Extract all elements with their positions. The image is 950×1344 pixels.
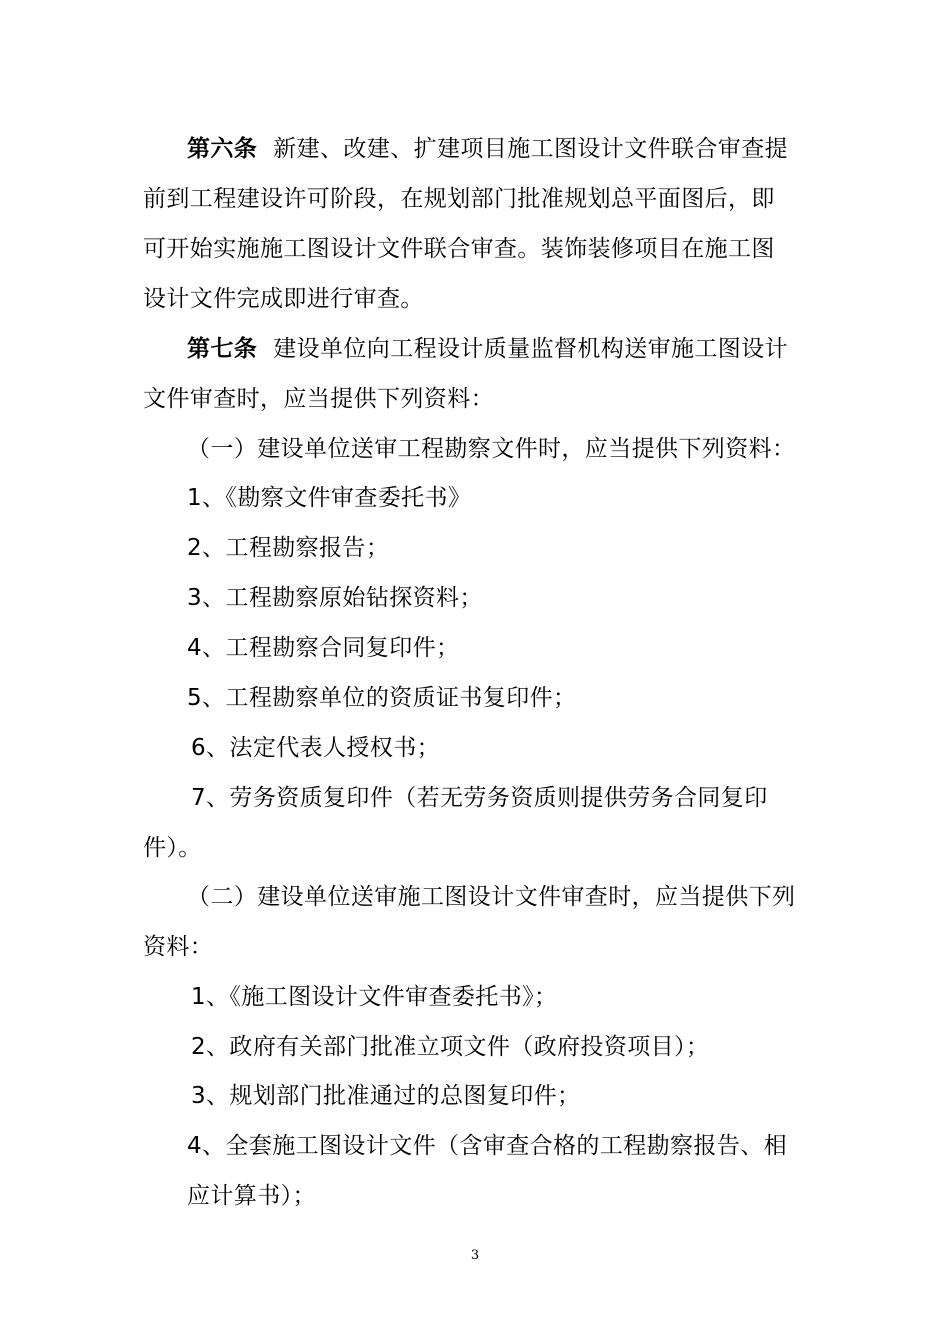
section1-item-1: 1、《勘察文件审查委托书》: [187, 485, 472, 511]
section2-title-line-1: （二）建设单位送审施工图设计文件审查时，应当提供下列: [187, 884, 796, 910]
section2-item-4: 4、全套施工图设计文件（含审查合格的工程勘察报告、相: [187, 1133, 788, 1159]
section2-item-3: 3、规划部门批准通过的总图复印件；: [191, 1083, 581, 1109]
section2-item-1: 1、《施工图设计文件审查委托书》；: [191, 984, 558, 1010]
section1-item-5: 5、工程勘察单位的资质证书复印件；: [187, 685, 577, 711]
section1-title: （一）建设单位送审工程勘察文件时，应当提供下列资料：: [187, 436, 796, 462]
article7-line-2: 文件审查时，应当提供下列资料：: [143, 386, 494, 412]
article7-heading: 第七条: [187, 336, 258, 362]
section1-item-3: 3、工程勘察原始钻探资料；: [187, 585, 483, 611]
page-number: 3: [470, 1248, 480, 1263]
section2-title-line-2: 资料：: [143, 934, 214, 960]
article6-line-2: 前到工程建设许可阶段，在规划部门批准规划总平面图后，即: [143, 186, 775, 212]
section2-item-4-cont: 应计算书）；: [187, 1183, 316, 1209]
article7-text: 建设单位向工程设计质量监督机构送审施工图设计: [273, 336, 789, 362]
section1-item-4: 4、工程勘察合同复印件；: [187, 635, 460, 661]
section1-item-2: 2、工程勘察报告；: [187, 535, 390, 561]
article6-line-4: 设计文件完成即进行审查。: [143, 286, 424, 312]
article6-text: 新建、改建、扩建项目施工图设计文件联合审查提: [273, 136, 789, 162]
section1-item-7-cont: 件）。: [143, 835, 202, 861]
article6-heading: 第六条: [187, 136, 258, 162]
article7-line-1: [187, 334, 788, 364]
article6-line-1: [187, 134, 788, 164]
article6-line-3: 可开始实施施工图设计文件联合审查。装饰装修项目在施工图: [143, 236, 775, 262]
section2-item-2: 2、政府有关部门批准立项文件（政府投资项目）；: [191, 1034, 710, 1060]
section1-item-7: 7、劳务资质复印件（若无劳务资质则提供劳务合同复印: [191, 785, 768, 811]
section1-item-6: 6、法定代表人授权书；: [191, 735, 441, 761]
